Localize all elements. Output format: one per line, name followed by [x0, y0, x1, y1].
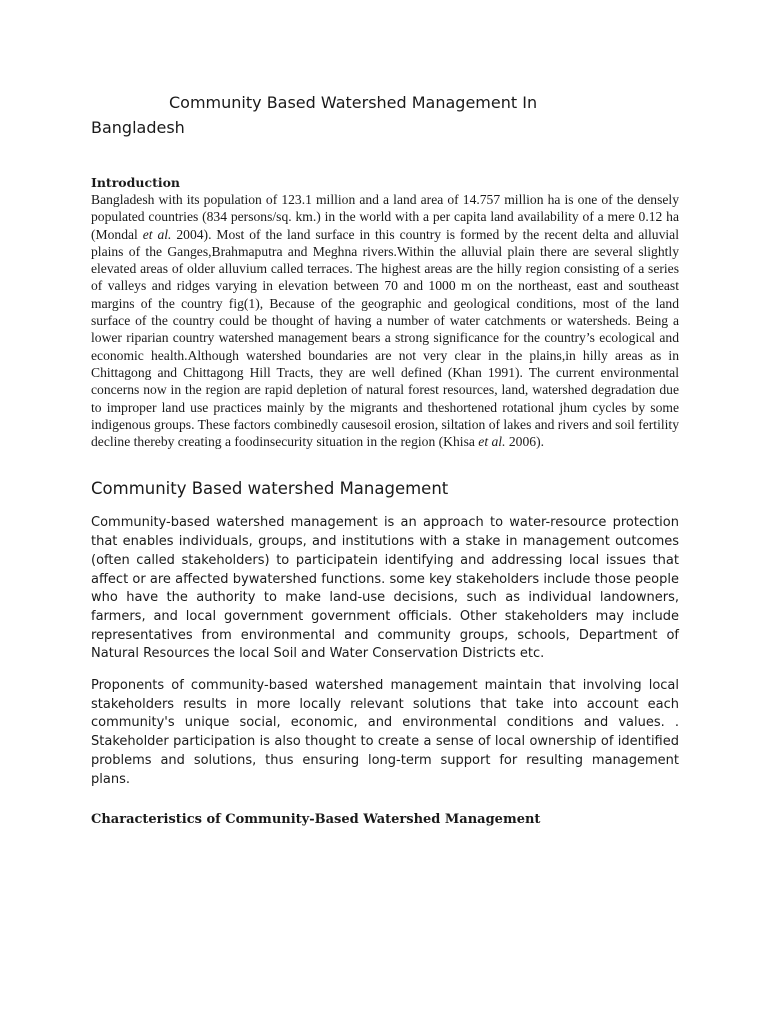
characteristics-heading: Characteristics of Community-Based Watershed Management	[91, 812, 541, 828]
community-watershed-heading: Community Based watershed Management	[91, 479, 449, 499]
introduction-heading: Introduction	[91, 175, 181, 190]
introduction-citation-et-al-1: et al.	[142, 226, 172, 242]
document-page	[91, 90, 679, 829]
document-title-line-1: Community Based Watershed Management In	[169, 93, 538, 112]
introduction-paragraph	[91, 191, 679, 450]
introduction-text-part-1: Bangladesh with its population of 123.1 million and a land area of 14.757 million ha is one of the densely populated countries (834 persons/sq. km.) in the world with a per capita land availability of a mere 0.12 ha (Mondal	[91, 192, 679, 242]
community-watershed-paragraph-1: Community-based watershed management is an approach to water-resource protection that enables individuals, groups, and institutions with a stake in management outcomes (often called stakeholders) to participatein identifying and addressing local issues that affect or are affected bywatershed functions. some key stakeholders include those people who have the authority to make land-use decisions, such as individual landowners, farmers, and local government government officials. Other stakeholders may include representatives from environmental and community groups, schools, Department of Natural Resources the local Soil and Water Conservation Districts etc.	[91, 515, 679, 662]
document-title	[91, 90, 679, 140]
introduction-citation-et-al-2: et al.	[478, 434, 506, 450]
introduction-text-part-2: 2004). Most of the land surface in this country is formed by the recent delta and alluvial plains of the Ganges,Brahmaputra and Meghna rivers.Within the alluvial plain there are several slightly elevated areas of older alluvium called terraces. The highest areas are the hilly region consisting of a series of valleys and ridges varying in elevation between 70 and 1000 m on the northeast, east and southeast margins of the country fig(1), Because of the geographic and geological conditions, most of the land surface of the country could be thought of having a number of water catchments or watersheds. Being a lower riparian country watershed management bears a strong significance for the country’s ecological and economic health.Although watershed boundaries are not very clear in the plains,in hilly areas as in Chittagong and Chittagong Hill Tracts, they are well defined (Khan 1991). The current environmental concerns now in the region are rapid depletion of natural forest resources, land, watershed degradation due to improper land use practices mainly by the migrants and theshortened rotational jhum cycles by some indigenous groups. These factors combinedly causesoil erosion, siltation of lakes and rivers and soil fertility decline thereby creating a foodinsecurity situation in the region (Khisa	[91, 226, 679, 450]
document-title-line-2: Bangladesh	[91, 118, 185, 137]
introduction-text-part-3: 2006).	[505, 434, 544, 450]
community-watershed-paragraph-2: Proponents of community-based watershed management maintain that involving local stakeholders results in more locally relevant solutions that take into account each community's unique social, economic, and environmental conditions and values. . Stakeholder participation is also thought to create a sense of local ownership of identified problems and solutions, thus ensuring long-term support for resulting management plans.	[91, 678, 679, 787]
